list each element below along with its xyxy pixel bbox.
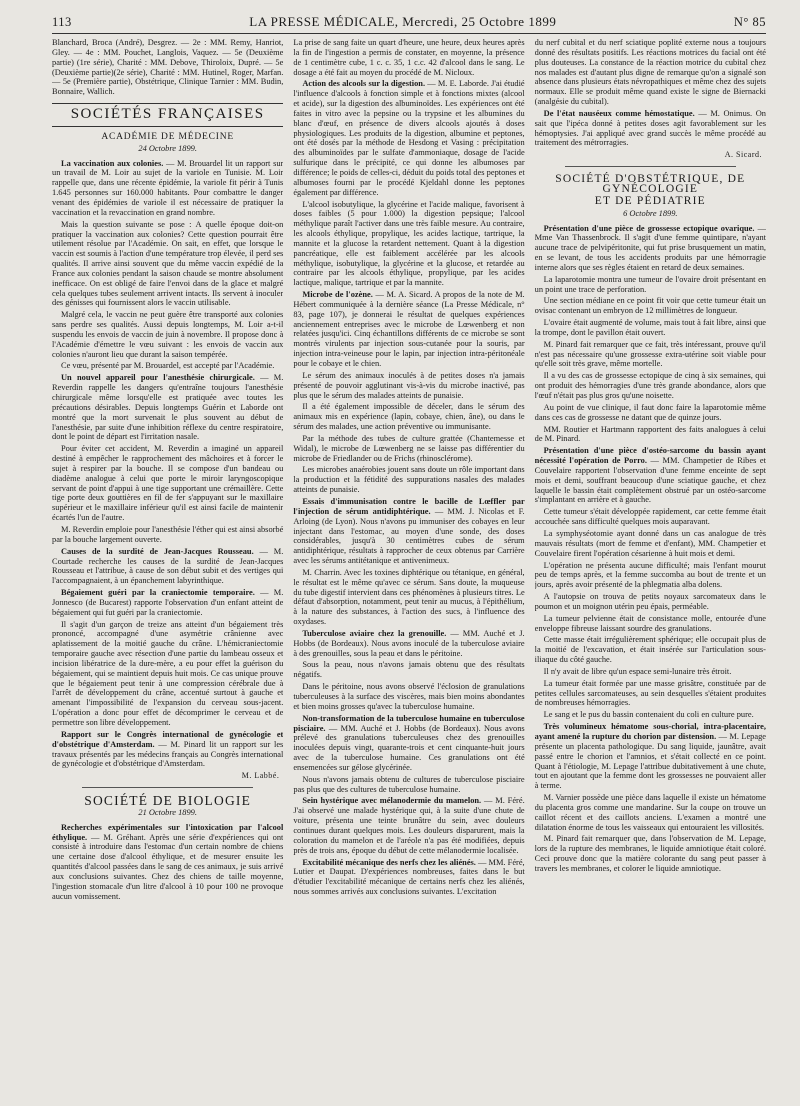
paragraph: La tumeur était formée par une masse grisâtre, constituée par de petites cellules sarcomateuses, au sein desquelles s'étaient produites de nombreuses hémorragies.	[534, 678, 766, 708]
paragraph: du nerf cubital et du nerf sciatique poplité externe nous a toujours donné des résultats positifs. Les réactions motrices du facial ont été plus douteuses. La constance de la réaction motrice du cubital chez nos malades est d'autant plus digne de remarque qu'on a signalé son absence dans plusieurs états névropathiques et même chez des sujets normaux. Elle se produit même quand existe le signe de Biernacki (analgésie du cubital).	[534, 38, 766, 107]
paragraph: M. Reverdin emploie pour l'anesthésie l'éther qui est ainsi absorbé par la bouche largement ouverte.	[52, 524, 284, 544]
society-date: 6 Octobre 1899.	[623, 208, 678, 218]
paragraph: Un nouvel appareil pour l'anesthésie chirurgicale. — M. Reverdin rappelle les dangers qu'entraîne toujours l'anesthésie chirurgicale même lorsqu'elle est pratiquée avec toutes les précautions désirables. Depuis longtemps Guérin et Laborde ont montré que la mort survenait le plus souvent au début de l'anesthésie, par suite d'une inhibition réflexe du centre respiratoire, dont le point de départ est l'irritation nasale.	[52, 373, 284, 442]
paragraph-heading: La vaccination aux colonies.	[61, 158, 164, 168]
exam-juries-text: Blanchard, Broca (André), Desgrez. — 2e : MM. Remy, Hanriot, Gley. — 4e : MM. Pouchet, Langlois, Vaquez. — 5e (Deuxième partie) (1re série), Charité : MM. Debove, Thiroloix, Dupré. — 5e (Deuxième partie)(2e série), Charité : MM. Hutinel, Roger, Marfan. — 5e (Première partie), Obstétrique, Clinique Tarnier : MM. Budin, Bonnaire, Wallich.	[52, 38, 284, 97]
divider	[82, 787, 253, 788]
paragraph: Il s'agit d'un garçon de treize ans atteint d'un bégaiement très prononcé, accompagné d'une asymétrie crânienne avec aplatissement de la moitié gauche du crâne. L'hémicraniectomie temporaire gauche avec résection d'une partie du lambeau osseux et incision libératrice de la dure-mère, a eu pour effet la guérison du bégaiement, qui se maintient depuis huit mois. Ce cas unique prouve que le bégaiement peut tenir à une compression cérébrale due à l'arrêt de développement du crâne, accentué surtout à gauche et amenant l'impossibilité de l'expansion du cerveau sous-jacent. L'opération a donc pour effet de décomprimer le cerveau et de permettre son libre développement.	[52, 619, 284, 727]
paragraph-heading: Excitabilité mécanique des nerfs chez les aliénés.	[302, 857, 476, 867]
paragraph-heading: Microbe de l'ozène.	[302, 290, 373, 300]
paragraph: Présentation d'une pièce de grossesse ectopique ovarique. — Mme Van Thassenbrock. Il s'agit d'une femme quintipare, n'ayant aucune trace de pelvipéritonite, qui fut prise brusquement un matin, en se levant, de tous les accidents produits par une hémorragie interne alors que ses règles étaient en retard de deux semaines.	[534, 223, 766, 272]
paragraph: MM. Routier et Hartmann rapportent des faits analogues à celui de M. Pinard.	[534, 424, 766, 444]
paragraph: Causes de la surdité de Jean-Jacques Rousseau. — M. Courtade recherche les causes de la surdité de Jean-Jacques Rousseau et l'attribue, à cause de son début subit et des vertiges qui l'accompagnaient, à un épanchement labyrinthique.	[52, 546, 284, 586]
paragraph: A l'autopsie on trouva de petits noyaux sarcomateux dans le poumon et un moignon utérin peu épais, perméable.	[534, 592, 766, 611]
paragraph: Nous n'avons jamais obtenu de cultures de tuberculose pisciaire pas plus que des cultures de tuberculose humaine.	[293, 774, 525, 794]
paragraph: Ce vœu, présenté par M. Brouardel, est accepté par l'Académie.	[61, 361, 275, 371]
academy-title: ACADÉMIE DE MÉDECINE	[101, 131, 234, 142]
paragraph: Il n'y avait de libre qu'un espace semi-lunaire très étroit.	[543, 666, 732, 676]
paragraph: Cette masse était irrégulièrement sphérique; elle occupait plus de la moitié de l'excavation, et était insérée sur l'articulation sous-iliaque du côté gauche.	[534, 635, 766, 665]
paragraph: De l'état nauséeux comme hémostatique. — M. Onimus. On sait que l'ipéca donné à petites doses agit favorablement sur les hémoptysies. J'ai appliqué avec grand succès le même procédé au traitement des métrorragies.	[534, 108, 766, 148]
paragraph-heading: Non-transformation de la tuberculose humaine en tuberculose pisciaire.	[293, 713, 525, 733]
section-title: SOCIÉTÉS FRANÇAISES	[52, 103, 283, 127]
paragraph: Pour éviter cet accident, M. Reverdin a imaginé un appareil destiné à empêcher le rapprochement des mâchoires et à forcer le sujet à respirer par la bouche. Il se compose d'un bandeau ou diadème analogue à celui que porte le miroir laryngoscopique servant de point d'appui à une tige supportant une crémaillère. Cette tige porte deux gouttières en fil de fer s'appuyant sur le maxillaire supérieur et le maxillaire inférieur qu'il est ainsi facile de maintenir écartés l'un de l'autre.	[52, 444, 284, 523]
paragraph-heading: Action des alcools sur la digestion.	[302, 79, 426, 89]
paragraph: Bégaiement guéri par la craniectomie temporaire. — M. Jonnesco (de Bucarest) rapporte l'observation d'un enfant atteint de bégaiement qui fut guéri par la craniectomie.	[52, 588, 284, 617]
society-title-line-2: ET DE PÉDIATRIE	[594, 194, 706, 207]
paragraph: Les microbes anaérobies jouent sans doute un rôle important dans la production et la fétidité des suppurations nasales des malades atteints de punaisie.	[293, 465, 525, 495]
paragraph: Tuberculose aviaire chez la grenouille. — MM. Auché et J. Hobbs (de Bordeaux). Nous avons inoculé de la tuberculose aviaire à des grenouilles, sous la peau et dans le péritoine.	[293, 628, 525, 658]
paragraph: Le sérum des animaux inoculés à de petites doses n'a jamais présenté de pouvoir agglutinant vis-à-vis du microbe inactivé, pas plus que le sérum des malades atteints de punaisie.	[293, 370, 525, 400]
paragraph-heading: Sein hystérique avec mélanodermie du mamelon.	[302, 796, 482, 806]
paragraph: Excitabilité mécanique des nerfs chez les aliénés. — MM. Féré, Lutier et Daupat. D'expériences nombreuses, faites dans le but d'étudier l'excitabilité mécanique de certains nerfs chez les aliénés, nous sommes arrivés aux conclusions suivantes. L'excitation	[293, 857, 525, 897]
paragraph-heading: Très volumineux hématome sous-chorial, intra-placentaire, ayant amené la rupture du chorion par distension.	[534, 722, 766, 741]
paragraph: La laparotomie montra une tumeur de l'ovaire droit présentant en un point une trace de perforation.	[534, 274, 766, 294]
biology-title: SOCIÉTÉ DE BIOLOGIE	[84, 793, 252, 809]
signature: A. Sicard.	[724, 150, 762, 160]
paragraph: L'alcool isobutylique, la glycérine et l'acide malique, favorisent à doses faibles (5 pour 1.000) la digestion pepsique; l'alcool méthylique paraît l'activer dans une très faible mesure. Au contraire, les alcools éthylique, propylique, les acides lactique, tartrique, la mannite et la glucose la retardent nettement. Quant à la digestion pancréatique, elle est faiblement accélérée par les alcools méthylique, isobutylique, la glycérine et la glucose, et retardée au contraire par les alcools éthylique, propylique, par les acides lactique, malique, tartrique et par la mannite.	[293, 199, 525, 288]
paragraph: Action des alcools sur la digestion. — M. E. Laborde. J'ai étudié l'influence d'alcools à fonction simple et à fonctions mixtes (alcool et acide), sur la digestion des albuminoïdes. Les expériences ont été faites in vitro avec la pepsine ou la trypsine et les albumines du blanc d'œuf, en présence de divers alcools ajoutés à doses physiologiques. Les produits de la digestion, albumine et peptones, ont été dosés par la méthode de Hesdong et Vasing : précipitation des albuminoïdes par le sulfate d'ammoniaque, dosage de l'acide sulfurique dans le précipité, ce qui donne les albumoses par différence; le poids de celles-ci, déduit du poids total des peptones et albumoses fourni par le procédé Kjeldahl donne les peptones également par différence.	[293, 79, 525, 197]
paragraph: Le sang et le pus du bassin contenaient du coli en culture pure.	[543, 710, 754, 720]
paragraph: M. Varnier possède une pièce dans laquelle il existe un hématome du placenta gros comme une mandarine. Sur la coupe on trouve un caillot récent et des caillots anciens. L'examen a montré une dilatation énorme de tous les vaisseaux qui entouraient les villosités.	[534, 793, 766, 832]
divider	[565, 166, 736, 167]
paragraph: La symphyséotomie ayant donné dans un cas analogue de très mauvais résultats (mort de femme et d'enfant), MM. Champetier et Couvelaire firent l'opération césarienne à huit mois et demi.	[534, 528, 766, 558]
page-number: 113	[52, 15, 72, 29]
paragraph-heading: Causes de la surdité de Jean-Jacques Rousseau.	[61, 546, 254, 556]
columns	[52, 38, 766, 1106]
paragraph-heading: Essais d'immunisation contre le bacille de Lœffler par l'injection de sérum antidiphtérique.	[293, 496, 525, 516]
paragraph: Non-transformation de la tuberculose humaine en tuberculose pisciaire. — MM. Auché et J. Hobbs (de Bordeaux). Nous avons prélevé des granulations tuberculeuses chez des grenouilles inoculées depuis vingt, quarante-trois et cent cinquante-huit jours avec de la tuberculose humaine. Ces granulations ont été ensemencées sur gélose glycérinée.	[293, 713, 525, 772]
paragraph: Sous la peau, nous n'avons jamais obtenu que des résultats négatifs.	[293, 660, 525, 680]
paragraph-heading: Tuberculose aviaire chez la grenouille.	[302, 628, 447, 638]
paragraph: Présentation d'une pièce d'ostéo-sarcome du bassin ayant nécessité l'opération de Porro. — MM. Champetier de Ribes et Couvelaire rapportent l'observation d'une femme enceinte de sept mois et demi, souffrant beaucoup d'une sciatique gauche, et chez laquelle le bassin était complètement obstrué par un ostéo-sarcome s'implantant en arrière et à gauche.	[534, 446, 766, 505]
paragraph: Essais d'immunisation contre le bacille de Lœffler par l'injection de sérum antidiphtérique. — MM. J. Nicolas et F. Arloing (de Lyon). Nous n'avons pu immuniser des cobayes en leur injectant dans l'estomac, au moyen d'une sonde, des doses considérables, jusqu'à 30 centimètres cubes de sérum antidiphtérique, résultats à rapprocher de ceux obtenus par Carrière avec les sérums antitétanique et antivenimeux.	[293, 496, 525, 566]
column-3	[535, 38, 766, 1106]
page-header	[52, 14, 766, 34]
paragraph: Il a vu des cas de grossesse ectopique de cinq à six semaines, qui ont produit des hémorragies d'une très grande abondance, alors que l'œuf n'était pas plus gros qu'une noisette.	[534, 371, 766, 400]
paragraph: Malgré cela, le vaccin ne peut guère être transporté aux colonies sans perdre ses qualités. Aussi depuis longtemps, M. Loir a-t-il suspendu les envois de vaccin de juin à novembre. Il propose donc à l'Académie d'émettre le vœu suivant : les envois de vaccin aux colonies n'auront lieu que durant la saison tempérée.	[52, 310, 284, 359]
paragraph: Une section médiane en ce point fit voir que cette tumeur était un ovisac contenant un embryon de 12 millimètres de longueur.	[534, 296, 766, 316]
paragraph: La tumeur pelvienne était de consistance molle, entourée d'une enveloppe fibreuse laissant sourdre des granulations.	[534, 613, 766, 633]
paragraph: La prise de sang faite un quart d'heure, une heure, deux heures après la fin de l'ingestion a permis de constater, en moyenne, la présence de 1 centimètre cube, 1 c. c. 35, 1 c.c. 42 d'alcool dans le sang. Le dosage a été fait au moyen du procédé de M. Nicloux.	[293, 38, 525, 77]
paragraph: Par la méthode des tubes de culture grattée (Chantemesse et Widal), le microbe de Lœwenberg ne se laisse pas différentier du microbe de Friedlander ou de Frichs (rhinosclérome).	[293, 433, 525, 463]
signature: M. Labbé.	[241, 771, 280, 781]
paragraph-heading: De l'état nauséeux comme hémostatique.	[543, 108, 695, 118]
paragraph: Cette tumeur s'était développée rapidement, car cette femme était accouchée sans difficulté quelques mois auparavant.	[534, 507, 766, 527]
paragraph-heading: Bégaiement guéri par la craniectomie temporaire.	[61, 588, 255, 598]
paragraph: Il a été également impossible de déceler, dans le sérum des animaux mis en expérience (lapin, cobaye, chien, âne), ou dans le sérum des malades, une action préventive ou immunisante.	[293, 402, 525, 432]
paragraph-heading: Un nouvel appareil pour l'anesthésie chirurgicale.	[61, 373, 255, 383]
paragraph: L'opération ne présenta aucune difficulté; mais l'enfant mourut peu de temps après, et la femme succomba au bout de trente et un jours, après avoir présenté de la phlegmatia alba dolens.	[534, 560, 766, 590]
paragraph-heading: Recherches expérimentales sur l'intoxication par l'alcool éthylique.	[52, 822, 284, 842]
biology-date: 21 Octobre 1899.	[138, 807, 197, 817]
column-2	[293, 38, 524, 1106]
academy-date: 24 Octobre 1899.	[138, 143, 197, 153]
paragraph: Rapport sur le Congrès international de gynécologie et d'obstétrique d'Amsterdam. — M. Pinard lit un rapport sur les travaux présentés par les médecins français au Congrès international de gynécologie et d'obstétrique d'Amsterdam.	[52, 729, 284, 769]
issue-number: N° 85	[733, 15, 766, 29]
paragraph: L'ovaire était augmenté de volume, mais tout à fait libre, ainsi que la trompe, dont le pavillon était ouvert.	[534, 318, 766, 337]
paragraph: Sein hystérique avec mélanodermie du mamelon. — M. Féré. J'ai observé une malade hystérique qui, à la suite d'une chute de voiture, présenta une teinte brunâtre du sein, avec douleurs continues durant quelques mois. Les douleurs disparurent, mais la coloration du mamelon et de l'aréole n'a pas été modifiées, depuis près de trois ans, époque du début de cette mélanodermie localisée.	[293, 796, 525, 855]
paragraph: La vaccination aux colonies. — M. Brouardel lit un rapport sur un travail de M. Loir au sujet de la variole en Tunisie. M. Loir rappelle que, dans une récente épidémie, la variole fit périr à Tunis 1.645 personnes sur 160.000 habitants. Pour combattre le danger venant des épidémies de variole il est nécessaire de pratiquer la vaccination et la revaccination en grand nombre.	[52, 158, 284, 217]
paragraph: M. Pinard fait remarquer que, dans l'observation de M. Lepage, lors de la rupture des membranes, le liquide amniotique était coloré. Ceci prouve donc que la matière colorante du sang peut passer à travers les membranes, et colorer le liquide amniotique.	[534, 834, 766, 873]
paragraph-heading: Rapport sur le Congrès international de gynécologie et d'obstétrique d'Amsterdam.	[52, 729, 284, 749]
paragraph-heading: Présentation d'une pièce d'ostéo-sarcome du bassin ayant nécessité l'opération de Porro.	[534, 446, 766, 466]
paragraph: M. Charrin. Avec les toxines diphtérique ou tétanique, en général, le résultat est le même qu'avec ce sérum. Sans doute, la muqueuse du tube digestif intervient dans ces phénomènes à plusieurs titres. Le défaut d'absorption, notamment, peut tenir au mucus, à l'épithélium, à la nature des substances, à l'action des sucs, à l'influence des oxydases.	[293, 567, 525, 627]
society-title-line-1: SOCIÉTÉ D'OBSTÉTRIQUE, DE GYNÉCOLOGIE	[555, 173, 746, 195]
journal-title: LA PRESSE MÉDICALE, Mercredi, 25 Octobre 1899	[249, 14, 557, 29]
paragraph: Dans le péritoine, nous avons observé l'éclosion de granulations tuberculeuses à la surface des viscères, mais bien moins abondantes et bien moins grosses qu'avec la tuberculose humaine.	[293, 682, 525, 711]
paragraph: Recherches expérimentales sur l'intoxication par l'alcool éthylique. — M. Gréhant. Après une série d'expériences qui ont consisté à introduire dans l'estomac d'un certain nombre de chiens une certaine dose d'alcool éthylique, et de mesurer ensuite les quantités d'alcool passées dans le sang de ces animaux, je suis arrivé aux conclusions suivantes. Chez des chiens de taille moyenne, l'ingestion stomacale d'un litre d'alcool à 10 pour 100 ne provoque aucun vomissement.	[52, 822, 284, 901]
paragraph: Au point de vue clinique, il faut donc faire la laparotomie même dans ces cas de grossesse ne datant que de quinze jours.	[534, 402, 766, 422]
paragraph: Mais la question suivante se pose : A quelle époque doit-on pratiquer la vaccination aux colonies? Cette question pourrait être utilement résolue par l'Académie. On sait, en effet, que lorsque le vaccin est soumis à l'action d'une température trop élevée, il perd ses qualités. Il arrive ainsi souvent que du même vaccin expédié de la France aux colonies pendant la saison chaude se montre absolument inefficace. On est obligé de faire l'envoi dans de la glace et malgré cela quelques tubes seulement arrivent intacts. Ils servent à inoculer des génisses qui fournissent alors le vaccin utilisable.	[52, 219, 284, 308]
paragraph: M. Pinard fait remarquer que ce fait, très intéressant, prouve qu'il n'est pas nécessaire qu'une grossesse extra-utérine soit viable pour qu'elle soit très grave, même mortelle.	[534, 339, 766, 369]
paragraph-heading: Présentation d'une pièce de grossesse ectopique ovarique.	[543, 223, 755, 233]
paragraph: Très volumineux hématome sous-chorial, intra-placentaire, ayant amené la rupture du chorion par distension. — M. Lepage présente un placenta pathologique. Du sang liquide, jaunâtre, avait passé entre le chorion et l'amnios, et s'était collecté en ce point. Quant à l'étiologie, M. Lepage l'attribue dubitativement à une chute, tout en ajoutant que la femme dont les grossesses ne pouvaient aller à terme.	[534, 722, 766, 791]
column-1	[52, 38, 283, 1106]
paragraph: Microbe de l'ozène. — M. A. Sicard. A propos de la note de M. Hébert communiquée à la dernière séance (La Presse Médicale, n° 83, page 107), je donnerai le résultat de quelques expériences anciennement entreprises avec le microbe de Lœwenberg et non relatées jusqu'ici. Cinq échantillons différents de ce microbe se sont montrés virulents par injection sous-cutanée pour la souris, par injection intra-veineuse pour le lapin, par injection intra-péritonéale pour le cobaye et le chien.	[293, 290, 525, 368]
